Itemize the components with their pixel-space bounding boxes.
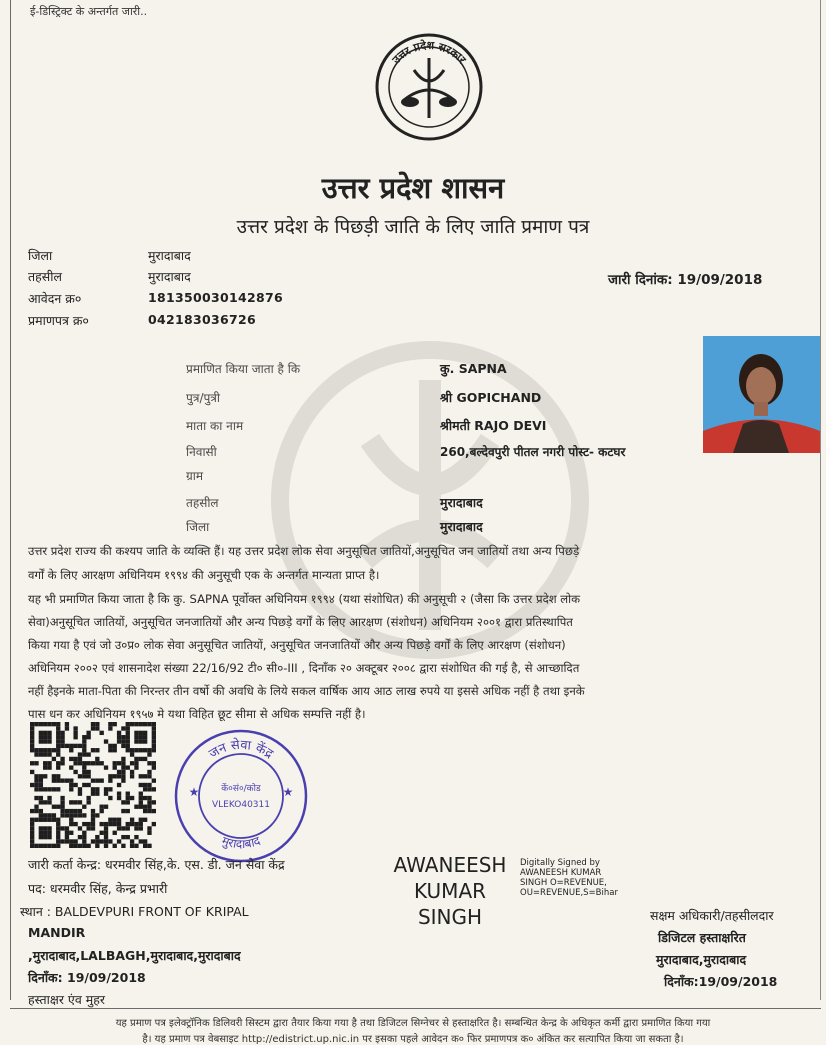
digital-signature-note: Digitally Signed by AWANEESH KUMAR SINGH O=REVENUE, OU=REVENUE,S=Bihar: [520, 858, 618, 898]
field-label: पुत्र/पुत्री: [186, 391, 221, 405]
authority-title: सक्षम अधिकारी/तहसीलदार: [650, 908, 774, 923]
field-label: जिला: [186, 520, 210, 534]
issuer-post: पद: धरमवीर सिंह, केन्द्र प्रभारी: [28, 881, 168, 896]
page-title: उत्तर प्रदेश शासन: [321, 171, 505, 205]
svg-text:मुरादाबाद: मुरादाबाद: [220, 833, 263, 852]
issuer-place-line1: स्थान : BALDEVPURI FRONT OF KRIPAL: [20, 904, 249, 919]
district-value: मुरादाबाद: [148, 248, 191, 263]
body-line: अधिनियम २००२ एवं शासनादेश संख्या 22/16/92 टी० सी०-III , दिनाँक २० अक्टूबर २००८ द्वारा संशोधित की गई है, से आच्छादित: [28, 661, 580, 675]
body-line: पास धन कर अधिनियम १९५७ मे यथा विहित छूट सीमा से अधिक सम्पत्ति नहीं है।: [28, 707, 366, 721]
body-line: यह भी प्रमाणित किया जाता है कि कु. SAPNA पूर्वोक्त अधिनियम १९९४ (यथा संशोधित) की अनुसूची २ (जैसा कि उत्तर प्रदेश लोक: [28, 592, 581, 606]
father-name: श्री GOPICHAND: [440, 390, 542, 405]
tehsil-value: मुरादाबाद: [148, 269, 191, 284]
residence-address: 260,बल्देवपुरी पीतल नगरी पोस्ट- कटघर: [440, 445, 626, 459]
field-label: तहसील: [186, 496, 219, 510]
field-district-value: मुरादाबाद: [440, 519, 483, 534]
issuer-place-line3: ,मुरादाबाद,LALBAGH,मुरादाबाद,मुरादाबाद: [28, 948, 241, 963]
authority-date: दिनाँक:19/09/2018: [664, 974, 778, 989]
border-bottom: [10, 1008, 821, 1009]
applicant-name: कु. SAPNA: [440, 361, 507, 376]
seal-stamp-icon: [172, 727, 310, 865]
field-label: प्रमाणित किया जाता है कि: [186, 362, 301, 376]
certificate-number: 042183036726: [148, 312, 256, 327]
footer-line: यह प्रमाण पत्र इलेक्ट्रॉनिक डिलिवरी सिस्टम द्वारा तैयार किया गया है तथा डिजिटल सिग्नेचर से हस्ताक्षरित है। सम्बन्धित केन्द्र के अधिकृत कर्मी द्वारा प्रमाणित किया गया: [115, 1018, 711, 1029]
qr-code: [30, 722, 156, 848]
district-label: जिला: [28, 248, 53, 263]
body-line: वर्गों के लिए आरक्षण अधिनियम १९९४ की अनुसूची एक के अन्तर्गत मान्यता प्राप्त है।: [28, 568, 380, 582]
page-subtitle: उत्तर प्रदेश के पिछड़ी जाति के लिए जाति प्रमाण पत्र: [236, 216, 590, 238]
field-label: माता का नाम: [186, 419, 244, 433]
svg-text:★: ★: [282, 785, 294, 799]
issue-date: जारी दिनांक: 19/09/2018: [608, 272, 763, 288]
emblem-lettering: [374, 30, 484, 144]
border-right: [820, 0, 821, 1000]
border-left: [10, 0, 11, 1000]
signatory-name: AWANEESH KUMAR SINGH: [393, 853, 507, 929]
application-number: 181350030142876: [148, 290, 283, 305]
svg-text:कें०सं०/कोड: कें०सं०/कोड: [221, 784, 261, 794]
svg-text:★: ★: [188, 785, 200, 799]
certificate-label: प्रमाणपत्र क्र०: [28, 313, 89, 328]
sign-and-seal-label: हस्ताक्षर एंव मुहर: [28, 992, 105, 1007]
body-line: नहीं हैइनके माता-पिता की निरन्तर तीन वर्षो की अवधि के लिये सकल वार्षिक आय आठ लाख रुपये या इससे अधिक नहीं है तथा इनके: [28, 684, 585, 698]
issuing-center: जारी कर्ता केन्द्र: धरमवीर सिंह,के. एस. डी. जन सेवा केंद्र: [28, 857, 285, 872]
body-line: सेवा)अनुसूचित जातियों, अनुसूचित जनजातियों और अन्य पिछड़े वर्गों के लिए आरक्षण (संशोधन) अधिनियम २००१ द्वारा प्रतिस्थापित: [28, 615, 573, 629]
person-photo-icon: [703, 336, 820, 453]
field-tehsil-value: मुरादाबाद: [440, 495, 483, 510]
svg-text:जन सेवा केंद्र: जन सेवा केंद्र: [206, 737, 276, 762]
applicant-photo: [703, 336, 820, 453]
svg-text:उत्तर प्रदेश सरकार: उत्तर प्रदेश सरकार: [389, 38, 469, 67]
field-label: निवासी: [186, 445, 217, 459]
field-label: ग्राम: [186, 469, 204, 483]
top-note: ई-डिस्ट्रिक्ट के अन्तर्गत जारी..: [30, 5, 148, 18]
body-line: उत्तर प्रदेश राज्य की कश्यप जाति के व्यक्ति हैं। यह उत्तर प्रदेश लोक सेवा अनुसूचित जातियों,अनुसूचित जन जातियों तथा अन्य पिछड़े: [28, 544, 580, 558]
authority-sign-status: डिजिटल हस्ताक्षरित: [658, 930, 746, 945]
tehsil-label: तहसील: [28, 269, 62, 284]
footer-line: है। यह प्रमाण पत्र वेबसाइट http://edistrict.up.nic.in पर इसका पहले आवेदन क० फिर प्रमाणपत्र क० अंकित कर सत्यापित किया जा सकता है।: [142, 1034, 684, 1045]
issuer-date: दिनाँक: 19/09/2018: [28, 970, 146, 985]
mother-name: श्रीमती RAJO DEVI: [440, 418, 547, 433]
svg-text:VLEKO40311: VLEKO40311: [212, 800, 270, 810]
authority-place: मुरादाबाद,मुरादाबाद: [656, 952, 747, 967]
application-label: आवेदन क्र०: [28, 291, 82, 306]
issuer-place-line2: MANDIR: [28, 925, 86, 940]
body-line: किया गया है एवं जो उ०प्र० लोक सेवा अनुसूचित जातियों, अनुसूचित जनजातियों और अन्य पिछड़े वर्गों के लिए आरक्षण (संशोधन): [28, 638, 566, 652]
